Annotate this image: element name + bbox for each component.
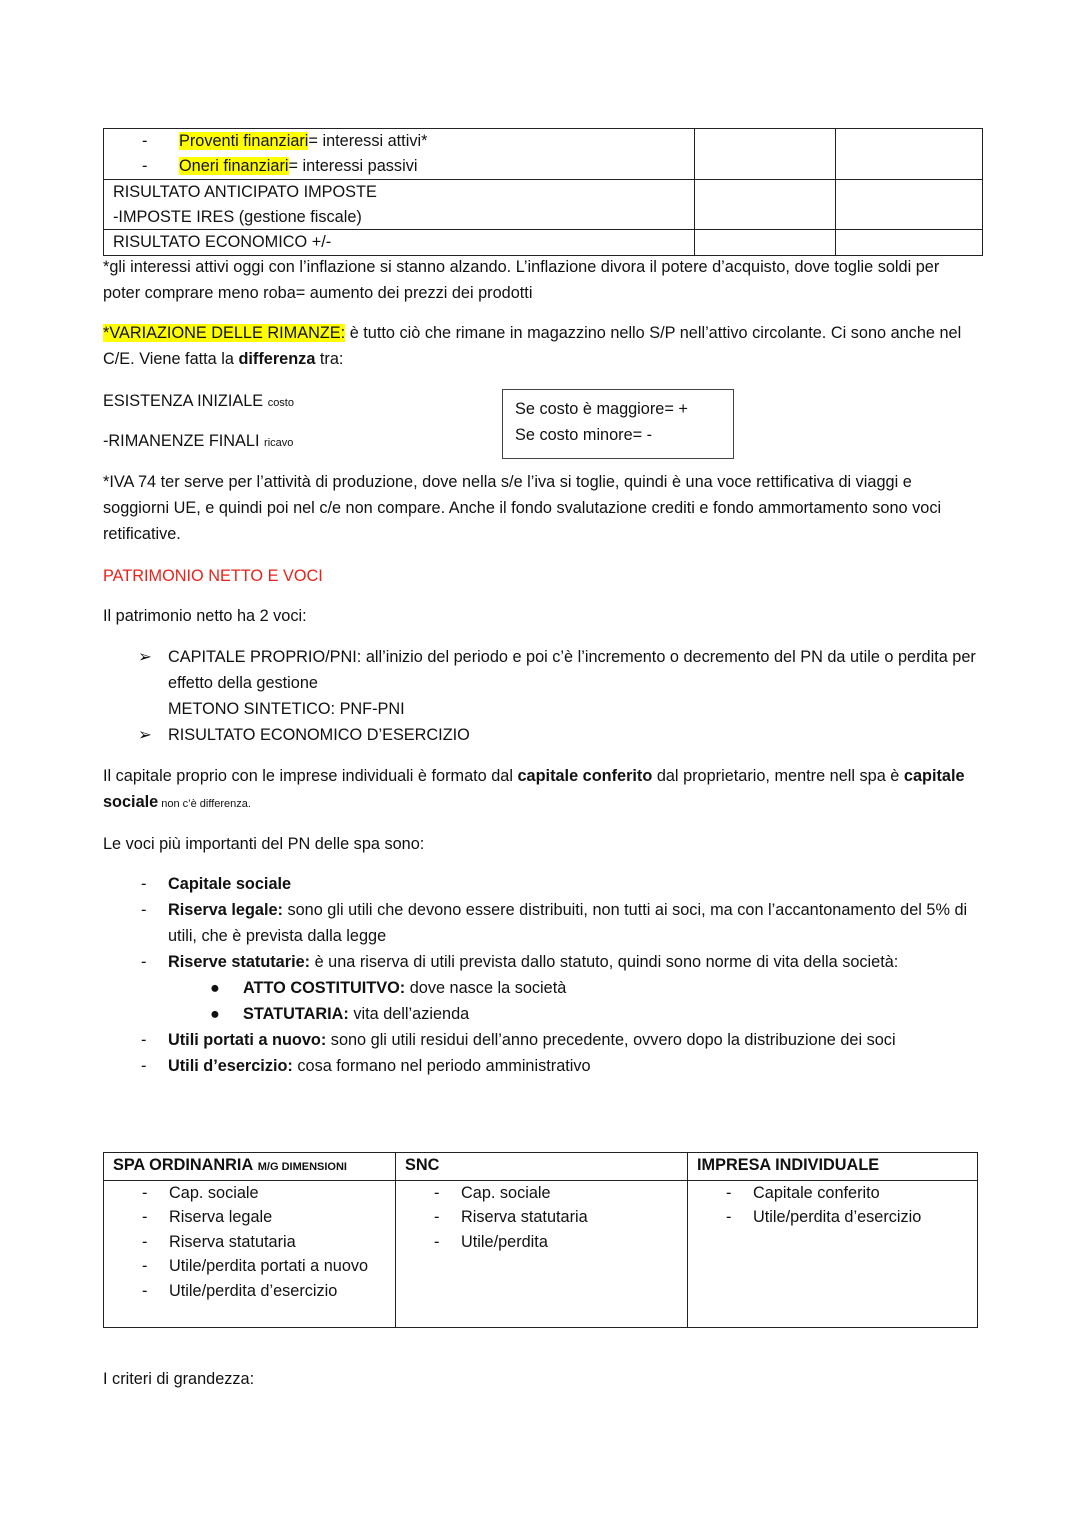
criteri-text: I criteri di grandezza:	[103, 1370, 255, 1388]
col-impresa	[688, 1180, 978, 1327]
ce-table	[103, 128, 983, 256]
empty-cell	[695, 129, 836, 180]
text: = interessi attivi*	[308, 132, 428, 150]
list-item	[103, 871, 973, 897]
text: vita dell’azienda	[348, 1005, 470, 1023]
bold-text: IMPRESA INDIVIDUALE	[697, 1156, 880, 1174]
voci-list	[103, 871, 973, 1079]
list-item: - Riserva statutaria	[396, 1205, 678, 1230]
list-item	[103, 949, 973, 1027]
sub-list-item	[168, 1001, 973, 1027]
pn-voci-list	[103, 644, 983, 748]
bold-text: ATTO COSTITUITVO:	[243, 979, 406, 997]
text: RISULTATO ANTICIPATO IMPOSTE	[113, 183, 377, 201]
list-item	[103, 1027, 973, 1053]
list-item: - Utile/perdita	[396, 1230, 678, 1255]
text: cosa formano nel periodo amministrativo	[292, 1057, 591, 1075]
list-item	[104, 154, 685, 179]
ce-row-risultato	[104, 230, 695, 256]
pn-intro: Il patrimonio netto ha 2 voci:	[103, 607, 307, 625]
text: è tutto ciò che rimane in magazzino nello S/P nell’attivo circolante. Ci sono anche nel C/E. Viene fatta la	[103, 324, 962, 368]
text: Se costo minore= -	[515, 426, 653, 444]
capitale-para	[103, 763, 973, 817]
list-item	[103, 1053, 973, 1079]
small-text: costo	[267, 397, 294, 409]
text: -IMPOSTE IRES (gestione fiscale)	[113, 207, 362, 226]
header-impresa	[688, 1153, 978, 1181]
rule-box	[502, 389, 734, 459]
col-spa	[104, 1180, 396, 1327]
text: = interessi passivi	[288, 156, 418, 175]
list-item	[104, 129, 685, 154]
list-item: - Cap. sociale	[104, 1181, 386, 1206]
bold-text: STATUTARIA:	[243, 1005, 349, 1023]
section-heading: PATRIMONIO NETTO E VOCI	[103, 567, 323, 585]
highlight-text: Proventi finanziari	[179, 132, 309, 150]
highlight-text: *VARIAZIONE DELLE RIMANZE:	[103, 324, 346, 342]
text: tra:	[315, 350, 344, 368]
list-item: - Riserva statutaria	[104, 1230, 386, 1255]
variazione-para	[103, 320, 973, 372]
small-text: non c’è differenza.	[158, 798, 251, 810]
sub-list-item	[168, 975, 973, 1001]
empty-cell	[836, 230, 983, 256]
list-item: - Utile/perdita portati a nuovo	[104, 1254, 386, 1279]
iva-note: *IVA 74 ter serve per l’attività di produzione, dove nella s/e l’iva si toglie, quindi è una voce rettificativa di viaggi e soggiorni UE, e quindi poi nel c/e non compare. Anche il fondo svalutazione crediti e fondo ammortamento sono voci retificative.	[103, 473, 942, 543]
text: CAPITALE PROPRIO/PNI: all’inizio del periodo e poi c’è l’incremento o decremento del PN da utile o perdita per effetto della gestione	[168, 648, 976, 692]
bullet-icon: ●	[210, 979, 220, 997]
list-item: - Utile/perdita d’esercizio	[104, 1279, 386, 1304]
bold-text: capitale conferito	[517, 767, 653, 785]
bold-text: capitale sociale	[103, 767, 965, 811]
empty-cell	[695, 230, 836, 256]
note-interessi: *gli interessi attivi oggi con l’inflazione si stanno alzando. L’inflazione divora il potere d’acquisto, dove toglie soldi per poter comprare meno roba= aumento dei prezzi dei prodotti	[103, 258, 940, 302]
bold-text: differenza	[238, 350, 316, 368]
bold-text: Riserve statutarie:	[168, 953, 311, 971]
empty-cell	[836, 129, 983, 180]
bold-text: Utili d’esercizio:	[168, 1057, 293, 1075]
small-text: M/G DIMENSIONI	[257, 1161, 347, 1173]
list-item: - Utile/perdita d’esercizio	[688, 1205, 968, 1230]
text: Il capitale proprio con le imprese individuali è formato dal	[103, 767, 518, 785]
header-snc	[396, 1153, 688, 1181]
list-item	[103, 644, 983, 722]
text: dove nasce la società	[405, 979, 567, 997]
compare-table	[103, 1152, 978, 1328]
empty-cell	[836, 180, 983, 230]
text: sono gli utili residui dell’anno precedente, ovvero dopo la distribuzione dei soci	[326, 1031, 896, 1049]
bold-text: Capitale sociale	[168, 875, 292, 893]
bold-text: Riserva legale:	[168, 901, 283, 919]
voci-intro: Le voci più importanti del PN delle spa sono:	[103, 835, 425, 853]
bold-text: SNC	[405, 1156, 440, 1174]
list-item: - Capitale conferito	[688, 1181, 968, 1206]
arrow-bullet-icon: ➢	[138, 726, 152, 744]
arrow-bullet-icon: ➢	[138, 648, 152, 666]
small-text: ricavo	[264, 437, 294, 449]
text: RISULTATO ECONOMICO D’ESERCIZIO	[168, 726, 470, 744]
text: dal proprietario, mentre nell spa è	[652, 767, 904, 785]
text: è una riserva di utili prevista dallo statuto, quindi sono norme di vita della società:	[310, 953, 899, 971]
list-item	[103, 897, 973, 949]
highlight-text: Oneri finanziari	[179, 156, 289, 175]
header-spa	[104, 1153, 396, 1181]
text: sono gli utili che devono essere distribuiti, non tutti ai soci, ma con l’accantonamento del 5% di utili, che è prevista dalla legge	[168, 901, 968, 945]
empty-cell	[695, 180, 836, 230]
text: RISULTATO ECONOMICO +/-	[113, 233, 332, 251]
ce-row-imposte	[104, 180, 695, 230]
bold-text: Utili portati a nuovo:	[168, 1031, 327, 1049]
list-item: - Cap. sociale	[396, 1181, 678, 1206]
bullet-icon: ●	[210, 1005, 220, 1023]
list-item	[103, 722, 983, 748]
ce-row-finanziari	[104, 129, 695, 180]
text: METONO SINTETICO: PNF-PNI	[168, 700, 405, 718]
list-item: - Riserva legale	[104, 1205, 386, 1230]
text: Se costo è maggiore= +	[515, 400, 688, 418]
text: ESISTENZA INIZIALE	[103, 392, 264, 410]
col-snc	[396, 1180, 688, 1327]
text: -RIMANENZE FINALI	[103, 432, 260, 450]
bold-text: SPA ORDINANRIA	[113, 1156, 254, 1174]
